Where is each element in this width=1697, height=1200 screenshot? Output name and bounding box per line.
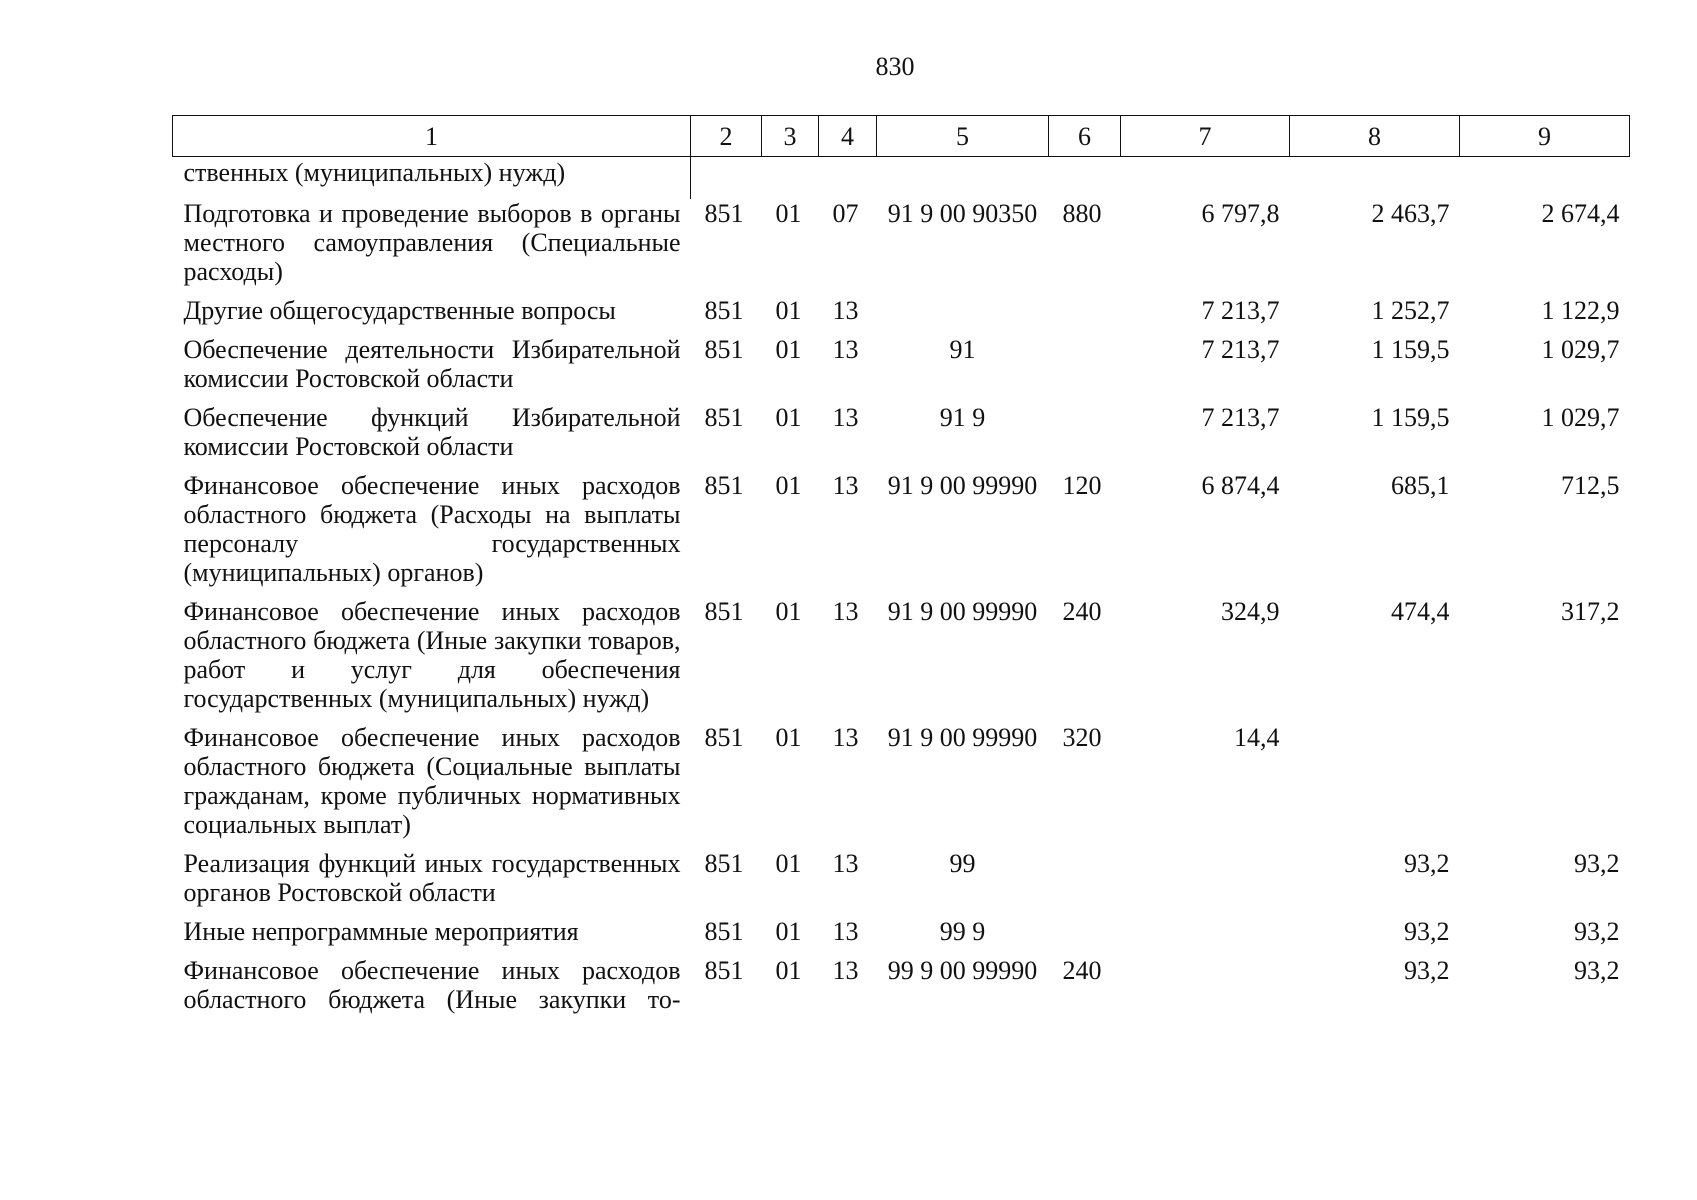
cell-col-8: 1 159,5 xyxy=(1371,335,1450,364)
cell-col-6: 240 xyxy=(1062,597,1102,626)
cell-col-9: 93,2 xyxy=(1574,917,1620,946)
cell-col-8: 1 159,5 xyxy=(1371,403,1450,432)
cell-col-2: 851 xyxy=(704,199,744,228)
budget-table xyxy=(172,115,1630,1024)
row-name: ственных (муниципальных) нужд) xyxy=(183,158,566,187)
cell-col-2: 851 xyxy=(704,956,744,985)
row-name: Иные непрограммные мероприятия xyxy=(183,917,579,946)
cell-col-3: 01 xyxy=(775,849,802,878)
cell-col-7: 14,4 xyxy=(1234,723,1280,752)
cell-col-7: 324,9 xyxy=(1221,597,1280,626)
cell-col-5: 91 9 00 99990 xyxy=(887,723,1038,752)
cell-col-5: 91 9 00 99990 xyxy=(887,597,1038,626)
cell-col-5 xyxy=(877,296,1049,335)
cell-col-2: 851 xyxy=(704,597,744,626)
cell-col-6: 320 xyxy=(1062,723,1102,752)
cell-col-5: 99 9 00 99990 xyxy=(887,956,1038,985)
cell-col-2: 851 xyxy=(704,335,744,364)
cell-col-4: 13 xyxy=(832,597,859,626)
cell-col-2: 851 xyxy=(704,403,744,432)
row-name: Другие общегосударственные вопросы xyxy=(183,296,616,325)
cell-col-9: 93,2 xyxy=(1574,849,1620,878)
cell-col-4: 13 xyxy=(832,723,859,752)
cell-col-4: 13 xyxy=(832,917,859,946)
table-row xyxy=(173,403,1630,471)
cell-col-4: 13 xyxy=(832,296,859,325)
row-name: Реализация функций иных государственных органов Ростовской области xyxy=(183,849,681,907)
cell-col-3 xyxy=(762,157,819,200)
cell-col-7: 7 213,7 xyxy=(1201,403,1280,432)
cell-col-4: 13 xyxy=(832,956,859,985)
cell-col-3: 01 xyxy=(775,956,802,985)
cell-col-6 xyxy=(1049,403,1121,471)
cell-col-4: 13 xyxy=(832,335,859,364)
page-number: 830 xyxy=(875,52,915,81)
cell-col-8: 2 463,7 xyxy=(1371,199,1450,228)
cell-col-7: 6 797,8 xyxy=(1201,199,1280,228)
cell-col-3: 01 xyxy=(775,335,802,364)
cell-col-9 xyxy=(1460,723,1630,849)
cell-col-5: 99 9 xyxy=(939,917,986,946)
header-col-8: 8 xyxy=(1290,116,1460,157)
table-row xyxy=(173,199,1630,296)
header-col-2: 2 xyxy=(691,116,762,157)
row-name: Финансовое обеспечение иных расходов областного бюджета (Расходы на выплаты персоналу государственных (муниципальных) органов) xyxy=(183,471,681,587)
header-col-6: 6 xyxy=(1049,116,1121,157)
table-row xyxy=(173,335,1630,403)
header-col-4: 4 xyxy=(819,116,877,157)
cell-col-9: 1 029,7 xyxy=(1541,403,1620,432)
cell-col-3: 01 xyxy=(775,471,802,500)
cell-col-2: 851 xyxy=(704,723,744,752)
table-row xyxy=(173,956,1630,1024)
cell-col-7 xyxy=(1121,917,1290,956)
cell-col-8: 93,2 xyxy=(1404,849,1450,878)
cell-col-5: 91 9 xyxy=(939,403,986,432)
cell-col-4: 13 xyxy=(832,849,859,878)
cell-col-4: 13 xyxy=(832,471,859,500)
cell-col-6: 880 xyxy=(1062,199,1102,228)
cell-col-6: 240 xyxy=(1062,956,1102,985)
table-row xyxy=(173,849,1630,917)
cell-col-5: 91 9 00 99990 xyxy=(887,471,1038,500)
cell-col-4: 07 xyxy=(832,199,859,228)
cell-col-5: 91 9 00 90350 xyxy=(887,199,1038,228)
cell-col-8: 474,4 xyxy=(1391,597,1450,626)
cell-col-8: 685,1 xyxy=(1391,471,1450,500)
cell-col-8 xyxy=(1290,723,1460,849)
cell-col-9 xyxy=(1460,157,1630,200)
cell-col-3: 01 xyxy=(775,296,802,325)
table-row xyxy=(173,723,1630,849)
cell-col-5: 99 xyxy=(949,849,976,878)
table-header-row xyxy=(173,116,1630,157)
cell-col-3: 01 xyxy=(775,403,802,432)
cell-col-3: 01 xyxy=(775,199,802,228)
cell-col-7 xyxy=(1121,849,1290,917)
cell-col-2: 851 xyxy=(704,296,744,325)
cell-col-7 xyxy=(1121,956,1290,1024)
row-name: Подготовка и проведение выборов в органы местного самоуправления (Специальные расходы) xyxy=(183,199,681,286)
cell-col-9: 2 674,4 xyxy=(1541,199,1620,228)
table-row xyxy=(173,157,1630,200)
row-name: Обеспечение деятельности Избирательной комиссии Ростовской области xyxy=(183,335,681,393)
cell-col-3: 01 xyxy=(775,917,802,946)
row-name: Финансовое обеспечение иных расходов областного бюджета (Социальные выплаты гражданам, кроме публичных нормативных социальных выплат) xyxy=(183,723,681,839)
cell-col-8: 1 252,7 xyxy=(1371,296,1450,325)
cell-col-2 xyxy=(691,157,762,200)
cell-col-3: 01 xyxy=(775,597,802,626)
header-col-5: 5 xyxy=(877,116,1049,157)
table-row xyxy=(173,597,1630,723)
cell-col-8: 93,2 xyxy=(1404,917,1450,946)
cell-col-6 xyxy=(1049,917,1121,956)
cell-col-9: 317,2 xyxy=(1561,597,1620,626)
cell-col-2: 851 xyxy=(704,471,744,500)
cell-col-4: 13 xyxy=(832,403,859,432)
cell-col-2: 851 xyxy=(704,917,744,946)
cell-col-7: 7 213,7 xyxy=(1201,335,1280,364)
cell-col-8: 93,2 xyxy=(1404,956,1450,985)
cell-col-5: 91 xyxy=(949,335,976,364)
cell-col-7: 7 213,7 xyxy=(1201,296,1280,325)
cell-col-3: 01 xyxy=(775,723,802,752)
cell-col-7 xyxy=(1121,157,1290,200)
cell-col-2: 851 xyxy=(704,849,744,878)
cell-col-5 xyxy=(877,157,1049,200)
cell-col-6 xyxy=(1049,335,1121,403)
table-row xyxy=(173,296,1630,335)
cell-col-9: 712,5 xyxy=(1561,471,1620,500)
cell-col-8 xyxy=(1290,157,1460,200)
header-col-1: 1 xyxy=(173,116,691,157)
header-col-7: 7 xyxy=(1121,116,1290,157)
row-name: Финансовое обеспечение иных расходов областного бюджета (Иные закупки то- xyxy=(183,956,681,1014)
row-name: Обеспечение функций Избирательной комиссии Ростовской области xyxy=(183,403,681,461)
cell-col-6: 120 xyxy=(1062,471,1102,500)
cell-col-9: 93,2 xyxy=(1574,956,1620,985)
cell-col-6 xyxy=(1049,157,1121,200)
table-row xyxy=(173,471,1630,597)
header-col-3: 3 xyxy=(762,116,819,157)
row-name: Финансовое обеспечение иных расходов областного бюджета (Иные закупки товаров, работ и услуг для обеспечения государственных (муниципальных) нужд) xyxy=(183,597,681,713)
cell-col-4 xyxy=(819,157,877,200)
cell-col-6 xyxy=(1049,849,1121,917)
cell-col-9: 1 122,9 xyxy=(1541,296,1620,325)
header-col-9: 9 xyxy=(1460,116,1630,157)
cell-col-9: 1 029,7 xyxy=(1541,335,1620,364)
cell-col-6 xyxy=(1049,296,1121,335)
table-row xyxy=(173,917,1630,956)
cell-col-7: 6 874,4 xyxy=(1201,471,1280,500)
